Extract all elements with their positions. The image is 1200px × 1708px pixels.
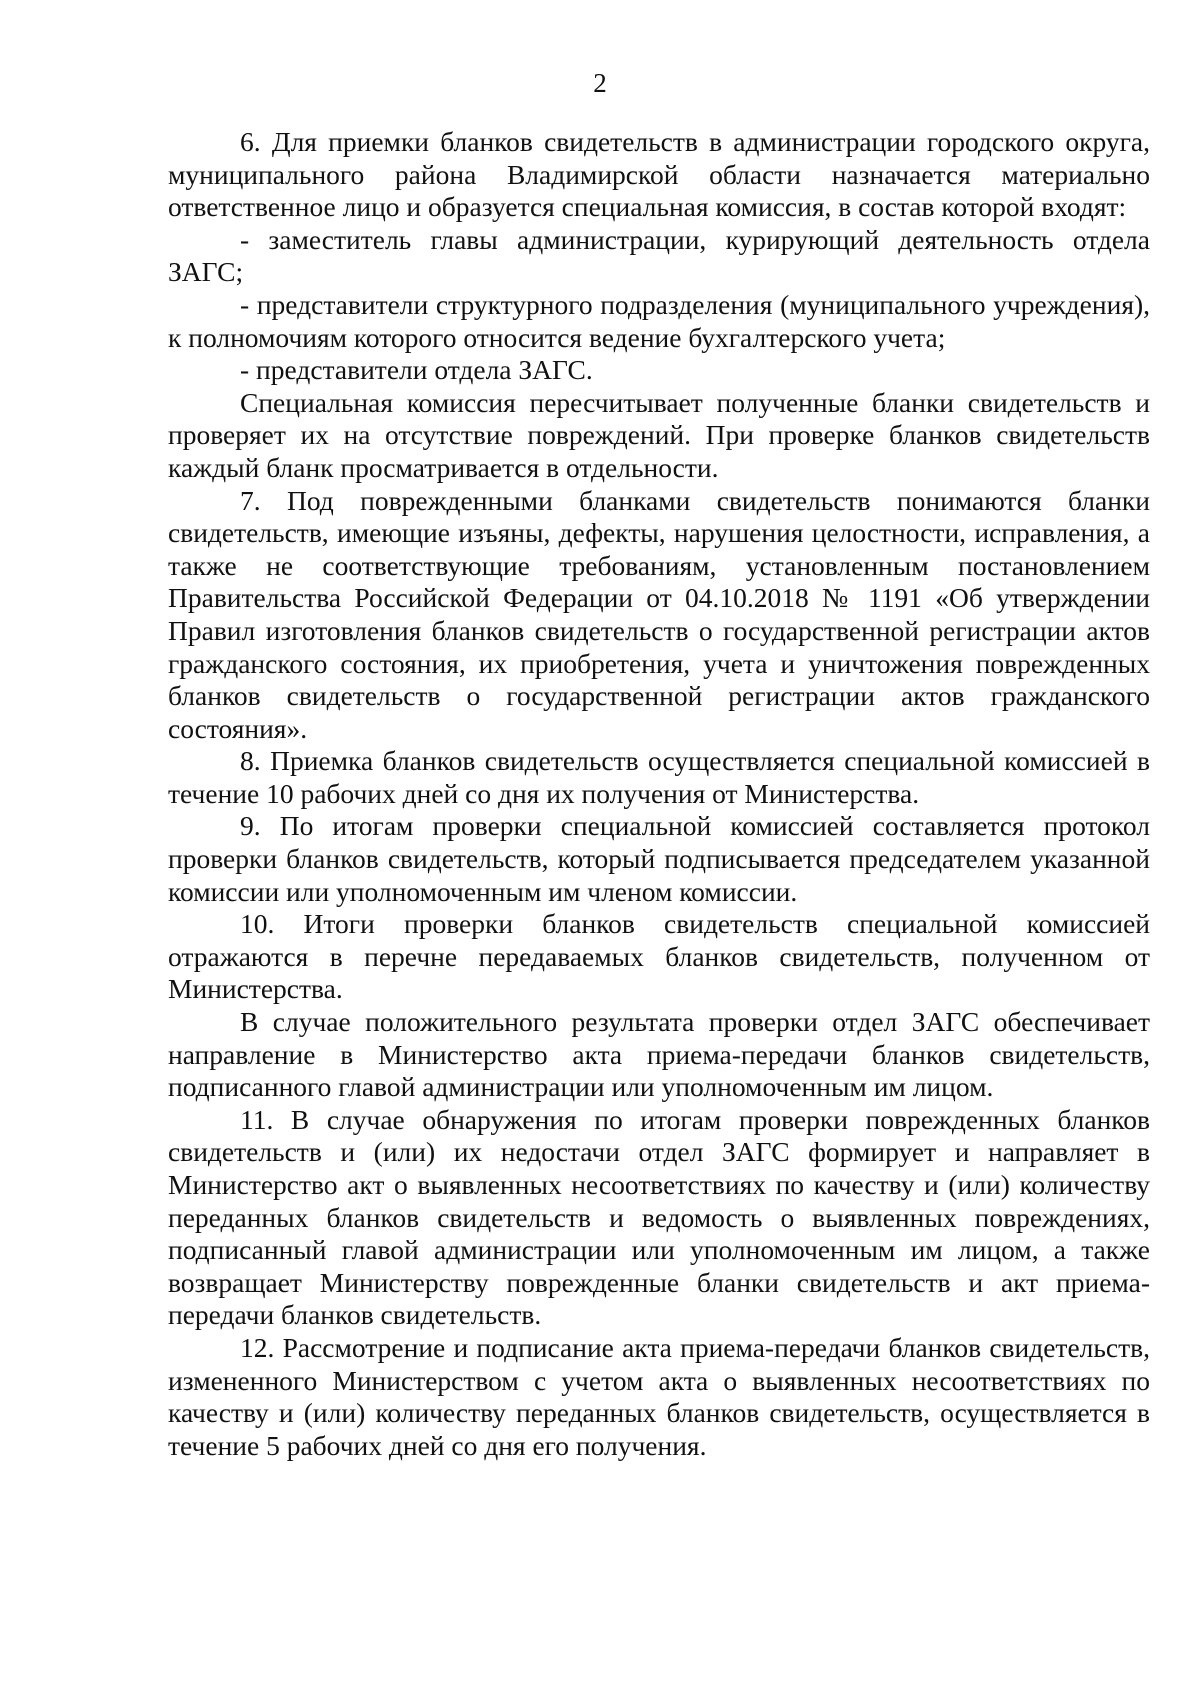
paragraph-bullet-deputy-head: - заместитель главы администрации, курирующий деятельность отдела ЗАГС; — [168, 223, 1150, 288]
page-number: 2 — [593, 68, 607, 98]
paragraph-item-10: 10. Итоги проверки бланков свидетельств специальной комиссией отражаются в перечне передаваемых бланков свидетельств, полученном от Министерства. — [168, 908, 1150, 1005]
paragraph-positive-result: В случае положительного результата проверки отдел ЗАГС обеспечивает направление в Министерство акта приема-передачи бланков свидетельств, подписанного главой администрации или уполномоченным им лицом. — [168, 1006, 1150, 1103]
paragraph-item-8: 8. Приемка бланков свидетельств осуществляется специальной комиссией в течение 10 рабочих дней со дня их получения от Министерства. — [168, 745, 1150, 809]
paragraph-item-12: 12. Рассмотрение и подписание акта приема-передачи бланков свидетельств, измененного Министерством с учетом акта о выявленных несоответствиях по качеству и (или) количеству переданных бланков свидетельств, осуществляется в течение 5 рабочих дней со дня его получения. — [168, 1331, 1150, 1461]
paragraph-bullet-accounting-representatives: - представители структурного подразделения (муниципального учреждения), к полномочиям которого относится ведение бухгалтерского учета; — [168, 288, 1150, 353]
paragraph-item-11: 11. В случае обнаружения по итогам проверки поврежденных бланков свидетельств и (или) их недостачи отдел ЗАГС формирует и направляет в Министерство акт о выявленных несоответствиях по качеству и (или) количеству переданных бланков свидетельств и ведомость о выявленных повреждениях, подписанный главой администрации или уполномоченным им лицом, а также возвращает Министерству поврежденные бланки свидетельств и акт приема-передачи бланков свидетельств. — [168, 1103, 1150, 1331]
paragraph-bullet-zags-representatives: - представители отдела ЗАГС. — [240, 354, 593, 386]
paragraph-item-9: 9. По итогам проверки специальной комиссией составляется протокол проверки бланков свидетельств, который подписывается председателем указанной комиссии или уполномоченным им членом комиссии. — [168, 810, 1150, 907]
paragraph-item-7: 7. Под поврежденными бланками свидетельств понимаются бланки свидетельств, имеющие изъяны, дефекты, нарушения целостности, исправления, а также не соответствующие требованиям, установленным постановлением Правительства Российской Федерации от 04.10.2018 № 1191 «Об утверждении Правил изготовления бланков свидетельств о государственной регистрации актов гражданского состояния, их приобретения, учета и уничтожения поврежденных бланков свидетельств о государственной регистрации актов гражданского состояния». — [168, 484, 1150, 744]
document-body — [168, 126, 1150, 1462]
paragraph-item-6: 6. Для приемки бланков свидетельств в администрации городского округа, муниципального района Владимирской области назначается материально ответственное лицо и образуется специальная комиссия, в состав которой входят: — [168, 126, 1150, 223]
paragraph-commission-check: Специальная комиссия пересчитывает полученные бланки свидетельств и проверяет их на отсутствие повреждений. При проверке бланков свидетельств каждый бланк просматривается в отдельности. — [168, 386, 1150, 483]
